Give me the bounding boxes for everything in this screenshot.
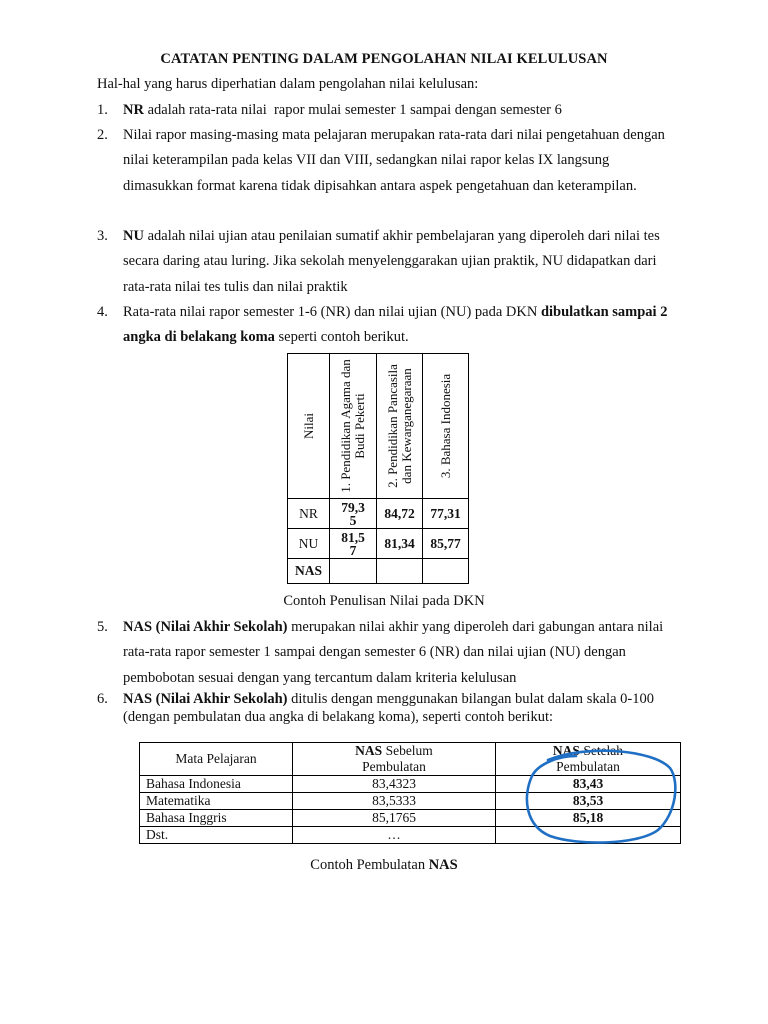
header-cell (423, 354, 469, 499)
cell-line: 5 (349, 512, 357, 528)
item-text-end: seperti contoh berikut. (274, 329, 409, 346)
list-item-6 (97, 690, 677, 726)
item-text: merupakan nilai akhir yang diperoleh dari gabungan antara nilai rata-rata rapor semester 1 sampai dengan semester 6 (NR) dan nilai ujian (NU) dengan pembobotan sesuai dengan yang tercantum dalam kriteria kelulusan (123, 619, 664, 686)
term-nu: NU (123, 228, 144, 244)
caption-bold: NAS (428, 857, 458, 873)
subject-cell: Matematika (140, 793, 293, 810)
header-cell (288, 354, 330, 499)
header-line: Sebelum (382, 743, 433, 758)
table-row (288, 529, 469, 559)
list-item-4 (97, 300, 677, 351)
header-bold: NAS (355, 743, 383, 758)
list-item-2 (97, 123, 677, 199)
table-cell (377, 559, 423, 584)
header-subject: Mata Pelajaran (140, 743, 293, 776)
item-number: 1. (97, 102, 108, 118)
before-cell: 83,5333 (293, 793, 496, 810)
header-line: Pembulatan (556, 759, 620, 774)
dkn-example-table (287, 353, 469, 584)
header-line: dan Kewarganegaraan (398, 368, 414, 484)
item-text: ditulis dengan menggunakan bilangan bulat dalam skala 0-100 (dengan pembulatan dua angka di belakang koma), seperti contoh berikut: (123, 691, 654, 725)
nas-caption (0, 857, 768, 874)
table-cell: 84,72 (377, 499, 423, 529)
item-number: 3. (97, 228, 108, 244)
row-label: NAS (288, 559, 330, 584)
header-nilai: Nilai (300, 413, 316, 439)
header-subject-1 (339, 359, 367, 493)
table-cell (330, 529, 377, 559)
before-cell: … (293, 827, 496, 844)
term-nr: NR (123, 102, 144, 118)
table-row (288, 559, 469, 584)
header-subject-2 (386, 364, 414, 488)
caption-text: Contoh Pembulatan (310, 857, 429, 873)
header-line: Setelah (579, 743, 624, 758)
handdrawn-circle-annotation (518, 748, 682, 848)
table-row (288, 499, 469, 529)
list-item-5 (97, 615, 677, 691)
cell-line: 81,5 (341, 529, 365, 545)
list-item-3 (97, 224, 677, 300)
after-cell: 83,53 (496, 793, 681, 810)
item-text: Nilai rapor masing-masing mata pelajaran merupakan rata-rata dari nilai pengetahuan dengan nilai keterampilan pada kelas VII dan VIII, sedangkan nilai rapor kelas IX langsung dimasukkan format karena tidak dipisahkan antara aspek pengetahuan dan keterampilan. (123, 127, 665, 194)
item-text: adalah rata-rata nilai rapor mulai semester 1 sampai dengan semester 6 (143, 102, 562, 118)
header-cell (330, 354, 377, 499)
header-line: 2. Pendidikan Pancasila (384, 364, 400, 488)
item-emphasis: dibulatkan sampai 2 angka di belakang koma (123, 304, 668, 346)
item-number: 2. (97, 127, 108, 143)
table-cell (423, 559, 469, 584)
table-cell (330, 499, 377, 529)
header-line: Budi Pekerti (352, 393, 367, 459)
subject-cell: Bahasa Indonesia (140, 776, 293, 793)
subject-cell: Bahasa Inggris (140, 810, 293, 827)
table-cell: 77,31 (423, 499, 469, 529)
list-item-1 (97, 98, 677, 123)
cell-line: 79,3 (341, 499, 365, 515)
row-label: NR (288, 499, 330, 529)
item-number: 5. (97, 619, 108, 635)
table-header-row (288, 354, 469, 499)
subject-cell: Dst. (140, 827, 293, 844)
before-cell: 83,4323 (293, 776, 496, 793)
before-cell: 85,1765 (293, 810, 496, 827)
header-subject-3: 3. Bahasa Indonesia (437, 373, 453, 479)
dkn-caption: Contoh Penulisan Nilai pada DKN (283, 593, 485, 609)
header-line: 1. Pendidikan Agama dan (338, 359, 353, 493)
page-title: CATATAN PENTING DALAM PENGOLAHAN NILAI KELULUSAN (160, 51, 608, 67)
after-cell: 85,18 (496, 810, 681, 827)
intro-text: Hal-hal yang harus diperhatian dalam pengolahan nilai kelulusan: (97, 76, 479, 92)
header-before (293, 743, 496, 776)
header-line: Pembulatan (362, 759, 426, 774)
header-cell (377, 354, 423, 499)
term-nas: NAS (Nilai Akhir Sekolah) (123, 619, 288, 635)
table-cell (330, 559, 377, 584)
term-nas: NAS (Nilai Akhir Sekolah) (123, 691, 288, 707)
cell-line: 7 (349, 542, 357, 558)
after-cell: 83,43 (496, 776, 681, 793)
row-label: NU (288, 529, 330, 559)
item-text: adalah nilai ujian atau penilaian sumatif akhir pembelajaran yang diperoleh dari nilai tes secara daring atau luring. Jika sekolah menyelenggarakan ujian praktik, NU didapatkan dari rata-rata nilai tes tulis dan nilai praktik (123, 228, 660, 295)
table-cell: 81,34 (377, 529, 423, 559)
item-number: 6. (97, 691, 108, 707)
table-cell: 85,77 (423, 529, 469, 559)
item-number: 4. (97, 304, 108, 320)
item-text: Rata-rata nilai rapor semester 1-6 (NR) dan nilai ujian (NU) pada DKN (123, 304, 541, 320)
header-bold: NAS (552, 743, 580, 758)
